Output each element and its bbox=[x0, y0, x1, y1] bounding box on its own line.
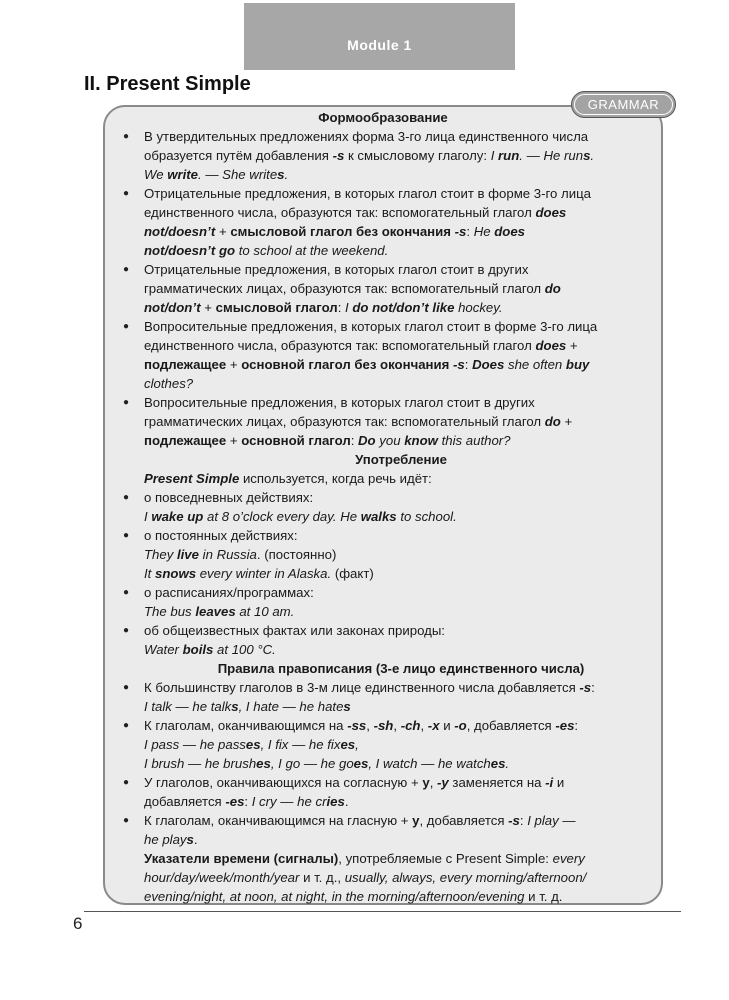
text-run: Does bbox=[472, 357, 505, 372]
text-run: at 10 am. bbox=[235, 604, 295, 619]
text-run bbox=[494, 224, 525, 239]
text-run bbox=[437, 775, 449, 790]
text-run bbox=[343, 699, 350, 714]
text-run: единственного числа, образуются так: вспомогательный глагол bbox=[144, 205, 536, 220]
box-heading bbox=[108, 108, 658, 127]
text-run: подлежащее bbox=[144, 357, 227, 372]
text-run: Вопросительные предложения, в которых глагол стоит в форме 3-го лица bbox=[144, 319, 598, 334]
text-run: (факт) bbox=[331, 566, 374, 581]
text-run: : bbox=[466, 224, 474, 239]
text-run: : bbox=[337, 300, 346, 315]
text-run: Формообразование bbox=[318, 110, 448, 125]
text-line bbox=[108, 165, 658, 184]
bullet-line bbox=[108, 678, 658, 697]
text-run bbox=[195, 604, 235, 619]
text-run bbox=[498, 148, 519, 163]
text-run: , bbox=[366, 718, 374, 733]
text-run: Вопросительные предложения, в которых глагол стоит в других bbox=[144, 395, 535, 410]
text-run: , употребляемые с Present Simple: bbox=[338, 851, 553, 866]
bullet-line bbox=[108, 621, 658, 640]
text-run: at 8 o’clock every day. He bbox=[203, 509, 361, 524]
text-run: to school at the weekend. bbox=[235, 243, 389, 258]
text-line bbox=[108, 830, 658, 849]
bullet-line bbox=[108, 488, 658, 507]
text-run: I talk — he talk bbox=[144, 699, 232, 714]
text-run: does bbox=[494, 224, 525, 239]
text-run: -s bbox=[332, 148, 345, 163]
text-run: s bbox=[231, 699, 239, 714]
text-run: to school. bbox=[396, 509, 457, 524]
text-run: s bbox=[277, 167, 285, 182]
text-line bbox=[108, 431, 658, 450]
text-run bbox=[231, 699, 238, 714]
text-run: -x bbox=[427, 718, 440, 733]
text-run bbox=[177, 547, 199, 562]
text-run bbox=[545, 775, 553, 790]
text-run: s bbox=[583, 148, 591, 163]
text-line bbox=[108, 241, 658, 260]
text-run: does bbox=[535, 205, 567, 220]
text-run bbox=[545, 414, 561, 429]
text-run: I bbox=[345, 300, 353, 315]
text-run: , добавляется bbox=[419, 813, 509, 828]
text-run: es bbox=[340, 737, 356, 752]
text-run: buy bbox=[565, 357, 590, 372]
text-run bbox=[256, 756, 271, 771]
text-run: и т. д., bbox=[299, 870, 345, 885]
text-run bbox=[555, 718, 574, 733]
text-run: s bbox=[186, 832, 194, 847]
text-line bbox=[108, 355, 658, 374]
text-run: every winter in Alaska. bbox=[196, 566, 332, 581]
text-run: hockey. bbox=[454, 300, 503, 315]
text-run: in Russia bbox=[198, 547, 257, 562]
text-run: write bbox=[167, 167, 198, 182]
text-line bbox=[108, 336, 658, 355]
text-run: -ch bbox=[400, 718, 421, 733]
text-run: I bbox=[490, 148, 499, 163]
text-run: I cry — he cr bbox=[251, 794, 327, 809]
bullet-line bbox=[108, 184, 658, 203]
text-run: Do bbox=[358, 433, 376, 448]
text-run: , bbox=[355, 737, 359, 752]
text-run: , I go — he go bbox=[270, 756, 354, 771]
text-run: she often bbox=[504, 357, 566, 372]
text-run: usually, always, every morning/afternoon/ bbox=[344, 870, 587, 885]
text-run: do not/don’t like bbox=[352, 300, 455, 315]
text-run: not/doesn’t bbox=[144, 224, 216, 239]
text-run: о расписаниях/программах: bbox=[144, 585, 314, 600]
text-run: смысловой глагол без окончания bbox=[230, 224, 455, 239]
text-run: + bbox=[215, 224, 231, 239]
text-run bbox=[352, 300, 454, 315]
text-run: y bbox=[412, 813, 420, 828]
text-run: he play bbox=[144, 832, 187, 847]
text-run: Отрицательные предложения, в которых глагол стоит в других bbox=[144, 262, 529, 277]
text-run: -i bbox=[545, 775, 554, 790]
text-line bbox=[108, 754, 658, 773]
text-run: walks bbox=[360, 509, 397, 524]
text-run: заменяется на bbox=[448, 775, 546, 790]
text-run: We bbox=[144, 167, 168, 182]
text-run: основной глагол bbox=[241, 433, 351, 448]
text-line bbox=[108, 298, 658, 317]
text-run: о постоянных действиях: bbox=[144, 528, 298, 543]
text-line bbox=[108, 887, 658, 906]
text-line bbox=[108, 469, 658, 488]
module-label: Module 1 bbox=[347, 37, 412, 53]
text-line bbox=[108, 146, 658, 165]
text-run: и bbox=[439, 718, 455, 733]
text-run: every bbox=[552, 851, 585, 866]
text-run bbox=[333, 148, 345, 163]
text-run: boils bbox=[182, 642, 214, 657]
text-run bbox=[535, 338, 566, 353]
text-run: , добавляется bbox=[466, 718, 556, 733]
text-run: not/don’t bbox=[144, 300, 201, 315]
text-run bbox=[358, 433, 376, 448]
text-run bbox=[183, 642, 214, 657]
text-run bbox=[277, 167, 284, 182]
text-run bbox=[225, 794, 244, 809]
text-run: . bbox=[344, 794, 349, 809]
grammar-content bbox=[108, 108, 658, 906]
text-run: . — She write bbox=[198, 167, 278, 182]
text-run: , bbox=[393, 718, 401, 733]
text-run: + bbox=[200, 300, 216, 315]
text-run: Употребление bbox=[355, 452, 447, 467]
text-run: к смысловому глаголу: bbox=[344, 148, 491, 163]
text-run bbox=[144, 224, 215, 239]
text-run bbox=[508, 813, 520, 828]
text-run: -es bbox=[225, 794, 245, 809]
text-run bbox=[361, 509, 397, 524]
text-run: -s bbox=[508, 813, 520, 828]
text-line bbox=[108, 602, 658, 621]
text-run: грамматических лицах, образуются так: вспомогательный глагол bbox=[144, 281, 545, 296]
text-run: : bbox=[244, 794, 252, 809]
text-run bbox=[404, 433, 438, 448]
text-line bbox=[108, 849, 658, 868]
text-run: + bbox=[226, 357, 242, 372]
text-run: и т. д. bbox=[524, 889, 563, 904]
page-number: 6 bbox=[73, 914, 83, 933]
text-run bbox=[144, 243, 235, 258]
text-run: you bbox=[375, 433, 405, 448]
text-run: -ss bbox=[347, 718, 367, 733]
text-run: not/doesn’t go bbox=[144, 243, 236, 258]
text-run: wake up bbox=[151, 509, 204, 524]
text-run: , bbox=[420, 718, 428, 733]
text-run: + bbox=[566, 338, 578, 353]
bullet-line bbox=[108, 526, 658, 545]
text-run bbox=[144, 471, 239, 486]
text-run: at 100 °C. bbox=[213, 642, 276, 657]
text-run bbox=[472, 357, 504, 372]
text-run: . — He run bbox=[519, 148, 584, 163]
text-run: evening/night, at noon, at night, in the morning/afternoon/evening bbox=[144, 889, 525, 904]
text-line bbox=[108, 374, 658, 393]
text-run: y bbox=[422, 775, 430, 790]
text-run: es bbox=[353, 756, 369, 771]
text-run: -s bbox=[454, 224, 467, 239]
text-run: I brush — he brush bbox=[144, 756, 257, 771]
text-run: единственного числа, образуются так: вспомогательный глагол bbox=[144, 338, 536, 353]
text-run: Указатели времени (сигналы) bbox=[144, 851, 339, 866]
text-run: грамматических лицах, образуются так: вспомогательный глагол bbox=[144, 414, 545, 429]
bullet-line bbox=[108, 811, 658, 830]
text-run: s bbox=[343, 699, 351, 714]
text-run bbox=[454, 718, 466, 733]
text-run: -es bbox=[555, 718, 575, 733]
section-title: II. Present Simple bbox=[84, 73, 251, 95]
text-run bbox=[340, 737, 355, 752]
text-run: The bus bbox=[144, 604, 196, 619]
text-line bbox=[108, 412, 658, 431]
text-run: + bbox=[226, 433, 242, 448]
text-run: Правила правописания (3-е лицо единственного числа) bbox=[217, 661, 585, 676]
text-run: live bbox=[176, 547, 199, 562]
text-run: snows bbox=[155, 566, 197, 581]
text-run: К глаголам, оканчивающимся на гласную + bbox=[144, 813, 413, 828]
text-run: , I watch — he watch bbox=[368, 756, 491, 771]
text-run: know bbox=[404, 433, 438, 448]
text-run: К глаголам, оканчивающимся на bbox=[144, 718, 348, 733]
text-run: I pass — he pass bbox=[144, 737, 246, 752]
text-line bbox=[108, 697, 658, 716]
text-run bbox=[566, 357, 589, 372]
text-run: It bbox=[144, 566, 155, 581]
text-run: об общеизвестных фактах или законах природы: bbox=[144, 623, 445, 638]
text-run: . bbox=[193, 832, 198, 847]
text-run: I play — bbox=[527, 813, 576, 828]
text-line bbox=[108, 507, 658, 526]
text-run: . (постоянно) bbox=[256, 547, 337, 562]
bullet-line bbox=[108, 583, 658, 602]
text-run: clothes? bbox=[144, 376, 194, 391]
text-run bbox=[545, 281, 561, 296]
text-run: основной глагол без окончания bbox=[241, 357, 453, 372]
text-run: образуется путём добавления bbox=[144, 148, 333, 163]
text-run: Water bbox=[144, 642, 183, 657]
text-run: -sh bbox=[373, 718, 394, 733]
text-line bbox=[108, 203, 658, 222]
text-run bbox=[354, 756, 369, 771]
text-run: используется, когда речь идёт: bbox=[239, 471, 432, 486]
text-run: . bbox=[284, 167, 289, 182]
text-run: does bbox=[535, 338, 567, 353]
text-run: He bbox=[473, 224, 495, 239]
text-run: do bbox=[544, 414, 561, 429]
text-run: ies bbox=[326, 794, 345, 809]
text-run: , I fix — he fix bbox=[260, 737, 341, 752]
text-run bbox=[347, 718, 366, 733]
text-run: I bbox=[144, 509, 152, 524]
bullet-line bbox=[108, 127, 658, 146]
text-run: К большинству глаголов в 3-м лице единственного числа добавляется bbox=[144, 680, 580, 695]
text-run: Present Simple bbox=[144, 471, 240, 486]
text-run bbox=[455, 224, 467, 239]
text-run bbox=[187, 832, 194, 847]
text-run bbox=[579, 680, 591, 695]
text-line bbox=[108, 735, 658, 754]
text-run: do bbox=[544, 281, 561, 296]
page-footer-rule bbox=[84, 911, 681, 912]
bullet-line bbox=[108, 260, 658, 279]
text-run: В утвердительных предложениях форма 3-го лица единственного числа bbox=[144, 129, 589, 144]
text-run: смысловой глагол bbox=[215, 300, 338, 315]
text-run bbox=[374, 718, 394, 733]
text-run: + bbox=[560, 414, 573, 429]
text-run: -y bbox=[437, 775, 449, 790]
text-run: : bbox=[350, 433, 359, 448]
text-run: добавляется bbox=[144, 794, 226, 809]
text-run: -s bbox=[579, 680, 592, 695]
text-run: : bbox=[591, 680, 595, 695]
text-run: run bbox=[498, 148, 520, 163]
bullet-line bbox=[108, 317, 658, 336]
module-header-tab bbox=[244, 3, 515, 70]
text-run bbox=[155, 566, 196, 581]
text-run: : bbox=[519, 813, 528, 828]
text-line bbox=[108, 792, 658, 811]
text-run bbox=[151, 509, 203, 524]
text-line bbox=[108, 868, 658, 887]
text-run: , I hate — he hate bbox=[238, 699, 344, 714]
text-run: hour/day/week/month/year bbox=[144, 870, 300, 885]
text-run bbox=[453, 357, 465, 372]
bullet-line bbox=[108, 393, 658, 412]
text-run: . bbox=[505, 756, 510, 771]
text-line bbox=[108, 279, 658, 298]
text-run: They bbox=[144, 547, 177, 562]
text-line bbox=[108, 640, 658, 659]
text-run: Отрицательные предложения, в которых глагол стоит в форме 3-го лица bbox=[144, 186, 591, 201]
grammar-badge-label: GRAMMAR bbox=[574, 94, 673, 115]
text-run bbox=[491, 756, 506, 771]
text-run: : bbox=[574, 718, 579, 733]
text-run bbox=[535, 205, 566, 220]
text-line bbox=[108, 564, 658, 583]
bullet-line bbox=[108, 716, 658, 735]
box-heading bbox=[108, 450, 658, 469]
text-run: . bbox=[590, 148, 595, 163]
text-run: es bbox=[490, 756, 506, 771]
box-heading bbox=[108, 659, 658, 678]
text-run bbox=[246, 737, 261, 752]
text-run bbox=[428, 718, 440, 733]
text-run: -o bbox=[454, 718, 467, 733]
text-run: : bbox=[464, 357, 473, 372]
bullet-line bbox=[108, 773, 658, 792]
text-run bbox=[167, 167, 198, 182]
text-run: У глаголов, оканчивающихся на согласную + bbox=[144, 775, 423, 790]
text-run: es bbox=[256, 756, 271, 771]
text-run: leaves bbox=[195, 604, 236, 619]
text-line bbox=[108, 222, 658, 241]
text-run: , bbox=[429, 775, 438, 790]
text-line bbox=[108, 545, 658, 564]
text-run: es bbox=[245, 737, 261, 752]
text-run: подлежащее bbox=[144, 433, 227, 448]
text-run bbox=[326, 794, 344, 809]
text-run: this author? bbox=[437, 433, 511, 448]
text-run: -s bbox=[453, 357, 465, 372]
text-run: о повседневных действиях: bbox=[144, 490, 314, 505]
text-run: и bbox=[553, 775, 565, 790]
text-run bbox=[401, 718, 421, 733]
text-run bbox=[144, 300, 201, 315]
